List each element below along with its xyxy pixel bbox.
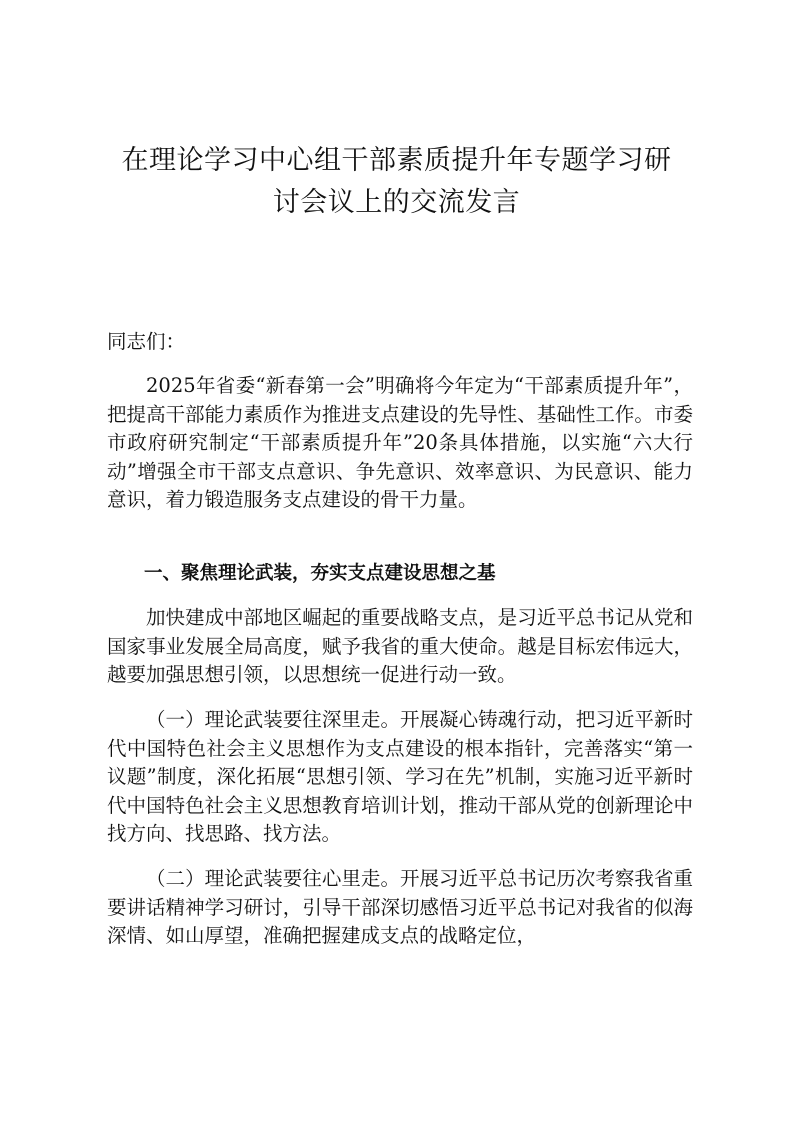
section-heading-1: 一、聚焦理论武装，夯实支点建设思想之基 bbox=[144, 563, 496, 584]
title-line-2: 讨会议上的交流发言 bbox=[272, 187, 521, 218]
paragraph-subsection-2: （二）理论武装要往心里走。开展习近平总书记历次考察我省重要讲话精神学习研讨，引导干部深切感悟习近平总书记对我省的似海深情、如山厚望，准确把握建成支点的战略定位， bbox=[107, 867, 693, 947]
paragraph-intro: 2025年省委“新春第一会”明确将今年定为“干部素质提升年”，把提高干部能力素质作为推进支点建设的先导性、基础性工作。市委市政府研究制定“干部素质提升年”20条具体措施，以实施“六大行动”增强全市干部支点意识、争先意识、效率意识、为民意识、能力意识，着力锻造服务支点建设的骨干力量。 bbox=[107, 374, 693, 511]
salutation: 同志们： bbox=[107, 330, 186, 353]
document-title bbox=[90, 140, 703, 224]
paragraph-section-1: 加快建成中部地区崛起的重要战略支点，是习近平总书记从党和国家事业发展全局高度，赋予我省的重大使命。越是目标宏伟远大，越要加强思想引领，以思想统一促进行动一致。 bbox=[107, 606, 693, 686]
paragraph-subsection-1: （一）理论武装要往深里走。开展凝心铸魂行动，把习近平新时代中国特色社会主义思想作为支点建设的根本指针，完善落实“第一议题”制度，深化拓展“思想引领、学习在先”机制，实施习近平新时代中国特色社会主义思想教育培训计划，推动干部从党的创新理论中找方向、找思路、找方法。 bbox=[107, 708, 693, 845]
title-line-1: 在理论学习中心组干部素质提升年专题学习研 bbox=[121, 145, 672, 176]
